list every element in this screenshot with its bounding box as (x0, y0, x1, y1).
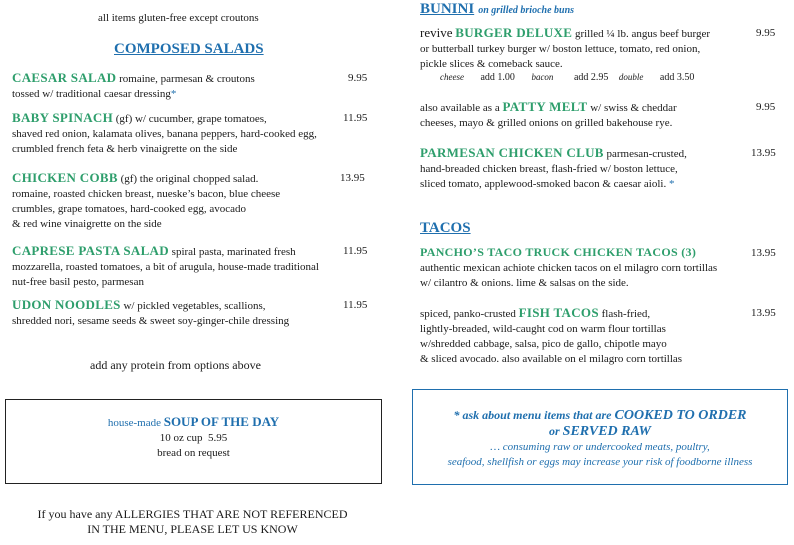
item-desc: parmesan-crusted, (606, 148, 687, 160)
item-desc: tossed w/ traditional caesar dressing (12, 88, 171, 100)
item-desc: or butterball turkey burger w/ boston lettuce, tomato, red onion, (420, 43, 701, 55)
item-desc: spiral pasta, marinated fresh (171, 246, 296, 258)
item-name: PANCHO’S TACO TRUCK CHICKEN TACOS (3) (420, 245, 697, 259)
item-price: 11.95 (343, 112, 368, 124)
notice-line: seafood, shellfish or eggs may increase your risk of foodborne illness (447, 456, 753, 468)
bunini-subtitle: on grilled brioche buns (478, 5, 575, 16)
item-name: CHICKEN COBB (12, 170, 118, 185)
chicken-cobb-item (12, 170, 352, 232)
item-desc: grilled ¼ lb. angus beef burger (574, 28, 711, 40)
item-price: 11.95 (343, 299, 368, 311)
addon-label: double (618, 72, 644, 82)
caprese-pasta-item (12, 243, 372, 290)
item-desc: flash-fried, (601, 308, 651, 320)
patty-melt-item (420, 99, 765, 131)
notice-text: * ask about menu items that are (453, 408, 612, 422)
item-name: PARMESAN CHICKEN CLUB (420, 145, 604, 160)
soup-cup: 10 oz cup (159, 432, 203, 444)
addon-label: bacon (531, 72, 554, 82)
item-desc: shredded nori, sesame seeds & sweet soy-ginger-chile dressing (12, 315, 290, 327)
soup-box (5, 399, 382, 484)
notice-line (413, 408, 787, 423)
addon-price: add 3.50 (659, 72, 695, 83)
allergy-notice (5, 507, 380, 537)
item-price: 11.95 (343, 245, 368, 257)
burger-deluxe-item (420, 25, 765, 72)
item-desc: crumbled french feta & herb vinaigrette on the side (12, 143, 238, 155)
pancho-tacos-item (420, 245, 775, 291)
item-desc: & sliced avocado. also available on el milagro corn tortillas (420, 353, 683, 365)
item-desc: w/shredded cabbage, salsa, pico de gallo, chipotle mayo (420, 338, 667, 350)
bunini-header (420, 0, 574, 18)
item-name: BABY SPINACH (12, 110, 113, 125)
soup-bread: bread on request (157, 447, 230, 459)
notice-emphasis: SERVED RAW (562, 424, 651, 439)
item-name: CAPRESE PASTA SALAD (12, 243, 169, 258)
item-desc: w/ cilantro & onions. lime & salsas on the side. (420, 277, 629, 289)
udon-noodles-item (12, 297, 352, 329)
item-name: CAESAR SALAD (12, 70, 117, 85)
item-lead: also available as a (420, 102, 500, 114)
asterisk-mark: * (668, 178, 675, 190)
item-desc: romaine, roasted chicken breast, nueske’s bacon, blue cheese (12, 188, 281, 200)
item-price: 13.95 (340, 172, 365, 184)
raw-food-notice-box (412, 389, 788, 485)
item-desc: cheeses, mayo & grilled onions on grilled bakehouse rye. (420, 117, 673, 129)
protein-note: add any protein from options above (90, 358, 261, 372)
item-desc: sliced tomato, applewood-smoked bacon & caesar aioli. (420, 178, 667, 190)
tacos-title: TACOS (420, 220, 471, 236)
item-desc: shaved red onion, kalamata olives, banana peppers, hard-cooked egg, (12, 128, 317, 140)
soup-cup-price: 5.95 (208, 432, 228, 444)
soup-cup-line (6, 432, 381, 444)
notice-line: … consuming raw or undercooked meats, poultry, (490, 441, 710, 453)
gluten-free-note: all items gluten-free except croutons (98, 12, 259, 24)
asterisk-mark: * (170, 88, 177, 100)
item-desc: crumbles, grape tomatoes, hard-cooked egg, avocado (12, 203, 246, 215)
allergy-line: If you have any ALLERGIES THAT ARE NOT REFERENCED (37, 507, 348, 521)
item-price: 13.95 (751, 307, 776, 319)
parmesan-chicken-club-item (420, 145, 755, 192)
item-price: 9.95 (756, 27, 776, 39)
addon-price: add 2.95 (573, 72, 609, 83)
item-desc: w/ swiss & cheddar (590, 102, 677, 114)
allergy-line: IN THE MENU, PLEASE LET US KNOW (87, 522, 298, 536)
item-desc: (gf) w/ cucumber, grape tomatoes, (115, 113, 267, 125)
item-name: BURGER DELUXE (455, 25, 573, 40)
addon-price: add 1.00 (480, 72, 515, 83)
item-desc: nut-free basil pesto, parmesan (12, 276, 144, 288)
item-desc: lightly-breaded, wild-caught cod on warm flour tortillas (420, 323, 666, 335)
notice-text: or (548, 424, 560, 438)
notice-line (413, 423, 787, 440)
item-desc: (gf) the original chopped salad. (120, 173, 259, 185)
item-desc: mozzarella, roasted tomatoes, a bit of arugula, house-made traditional (12, 261, 319, 273)
item-price: 13.95 (751, 247, 776, 259)
item-price: 13.95 (751, 147, 776, 159)
item-lead: spiced, panko-crusted (420, 308, 516, 320)
item-name: UDON NOODLES (12, 297, 121, 312)
soup-prefix: house-made (107, 417, 161, 429)
caesar-salad-item (12, 70, 352, 102)
notice-emphasis: COOKED TO ORDER (614, 408, 747, 423)
item-price: 9.95 (756, 101, 776, 113)
item-desc: authentic mexican achiote chicken tacos on el milagro corn tortillas (420, 262, 718, 274)
baby-spinach-item (12, 110, 362, 157)
item-price: 9.95 (348, 72, 368, 84)
item-name: PATTY MELT (502, 99, 588, 114)
item-desc: & red wine vinaigrette on the side (12, 218, 162, 230)
burger-addons (440, 72, 694, 83)
addon-label: cheese (440, 72, 464, 82)
item-lead: revive (420, 25, 453, 40)
item-desc: w/ pickled vegetables, scallions, (123, 300, 266, 312)
soup-title: SOUP OF THE DAY (163, 414, 280, 429)
composed-salads-title: COMPOSED SALADS (114, 41, 264, 57)
item-desc: romaine, parmesan & croutons (119, 73, 255, 85)
item-name: FISH TACOS (518, 305, 599, 320)
soup-title-line (6, 414, 381, 430)
item-desc: hand-breaded chicken breast, flash-fried w/ boston lettuce, (420, 163, 678, 175)
fish-tacos-item (420, 305, 760, 367)
item-desc: pickle slices & comeback sauce. (420, 58, 563, 70)
bunini-title: BUNINI (420, 1, 475, 17)
